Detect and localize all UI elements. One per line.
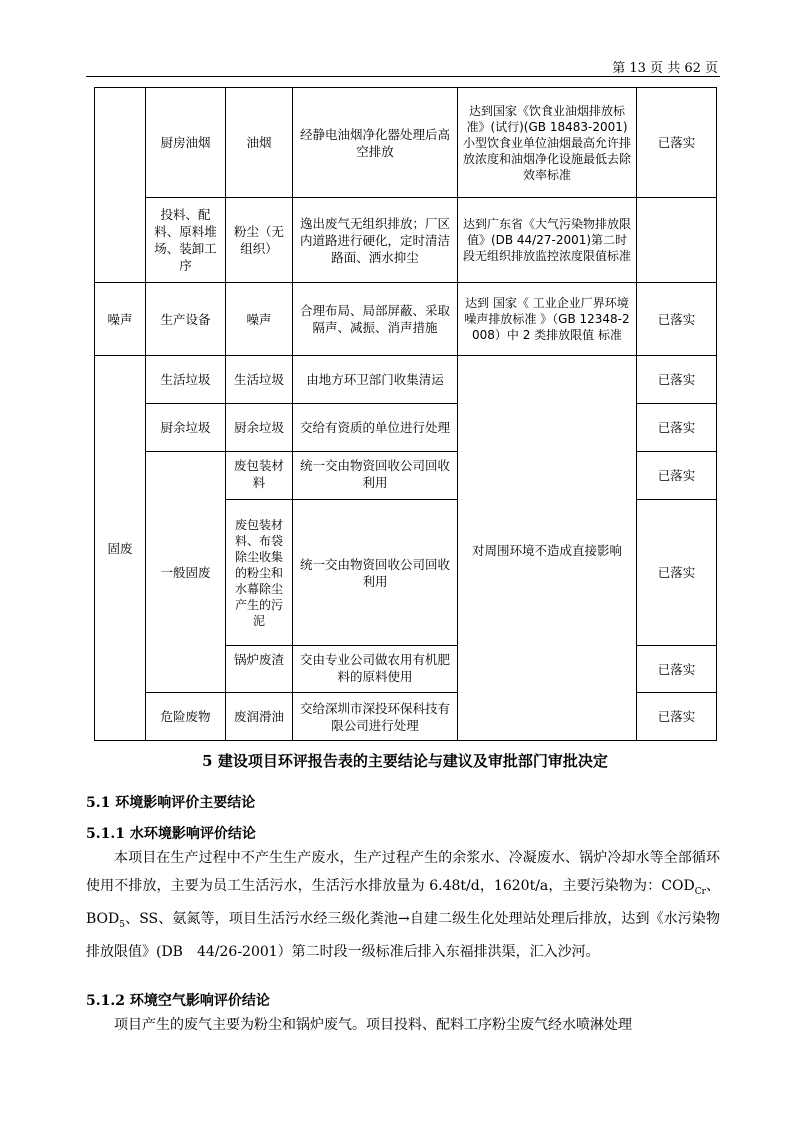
section-5-1-2-heading: 5.1.2 环境空气影响评价结论	[86, 993, 270, 1009]
measure-cell: 统一交由物资回收公司回收利用	[293, 500, 458, 646]
status-cell: 已落实	[637, 356, 717, 404]
measure-cell: 交给有资质的单位进行处理	[293, 404, 458, 452]
standard-cell: 达到 国家《 工业企业厂界环境噪声排放标准 》（GB 12348-2008）中 2 类排放限值 标准	[458, 283, 637, 356]
measure-cell: 统一交由物资回收公司回收利用	[293, 452, 458, 500]
page-header	[86, 56, 720, 77]
table-row	[95, 356, 717, 404]
pollutant-cell: 锅炉废渣	[226, 646, 293, 693]
status-cell: 已落实	[637, 646, 717, 693]
source-cell: 一般固废	[146, 452, 226, 693]
standard-cell: 对周围环境不造成直接影响	[458, 356, 637, 741]
category-cell: 噪声	[95, 283, 146, 356]
source-cell: 生活垃圾	[146, 356, 226, 404]
water-conclusion-paragraph: 本项目在生产过程中不产生生产废水，生产过程产生的余浆水、冷凝废水、锅炉冷却水等全部循环使用不排放，主要为员工生活污水，生活污水排放量为 6.48t/d，1620t/a，主要污染物为：$COD_{Cr}$、$BOD_5$、SS、氨氮等，项目生活污水经三级化粪池→自建二级生化处理站处理后排放，达到《水污染物排放限值》(DB 44/26-2001）第二时段一级标准后排入东福排洪渠，汇入沙河。	[86, 850, 721, 961]
pollutant-cell: 废包装材料、布袋除尘收集的粉尘和水幕除尘产生的污泥	[226, 500, 293, 646]
source-cell: 厨余垃圾	[146, 404, 226, 452]
section-5-1-1-heading: 5.1.1 水环境影响评价结论	[86, 826, 256, 842]
category-cell: 固废	[95, 356, 146, 741]
status-cell: 已落实	[637, 500, 717, 646]
measure-cell: 交由专业公司做农用有机肥料的原料使用	[293, 646, 458, 693]
source-cell: 厨房油烟	[146, 88, 226, 198]
page-number: 第 13 页 共 62 页	[612, 61, 718, 76]
measure-cell: 经静电油烟净化器处理后高空排放	[293, 88, 458, 198]
standard-cell: 达到国家《饮食业油烟排放标准》(试行)(GB 18483-2001)小型饮食业单位油烟最高允许排放浓度和油烟净化设施最低去除效率标准	[458, 88, 637, 198]
measure-cell: 交给深圳市深投环保科技有限公司进行处理	[293, 693, 458, 741]
category-cell	[95, 88, 146, 283]
status-cell: 已落实	[637, 88, 717, 198]
pollutant-cell: 噪声	[226, 283, 293, 356]
cod-label: COD	[661, 877, 695, 894]
measure-cell: 合理布局、局部屏蔽、采取隔声、减振、消声措施	[293, 283, 458, 356]
table-row	[95, 198, 717, 283]
status-cell: 已落实	[637, 283, 717, 356]
pollutant-cell: 厨余垃圾	[226, 404, 293, 452]
status-cell: 已落实	[637, 404, 717, 452]
bod-label: BOD	[86, 910, 120, 927]
table-row	[95, 88, 717, 198]
pollution-measures-table	[94, 87, 717, 741]
measure-cell: 由地方环卫部门收集清运	[293, 356, 458, 404]
pollutant-cell: 废润滑油	[226, 693, 293, 741]
source-cell: 危险废物	[146, 693, 226, 741]
status-cell	[637, 198, 717, 283]
table-row	[95, 283, 717, 356]
pollutant-cell: 油烟	[226, 88, 293, 198]
pollutant-cell: 生活垃圾	[226, 356, 293, 404]
status-cell: 已落实	[637, 693, 717, 741]
standard-cell: 达到广东省《大气污染物排放限值》(DB 44/27-2001)第二时段无组织排放监控浓度限值标准	[458, 198, 637, 283]
status-cell: 已落实	[637, 452, 717, 500]
pollutant-cell: 粉尘（无组织）	[226, 198, 293, 283]
air-conclusion-paragraph: 项目产生的废气主要为粉尘和锅炉废气。项目投料、配料工序粉尘废气经水喷淋处理	[114, 1017, 632, 1033]
section-5-heading: 5 建设项目环评报告表的主要结论与建议及审批部门审批决定	[202, 752, 608, 770]
section-5-1-heading: 5.1 环境影响评价主要结论	[86, 795, 256, 811]
source-cell: 生产设备	[146, 283, 226, 356]
measure-cell: 逸出废气无组织排放；厂区内道路进行硬化，定时清洁路面、洒水抑尘	[293, 198, 458, 283]
pollutant-cell: 废包装材料	[226, 452, 293, 500]
source-cell: 投料、配料、原料堆场、装卸工序	[146, 198, 226, 283]
